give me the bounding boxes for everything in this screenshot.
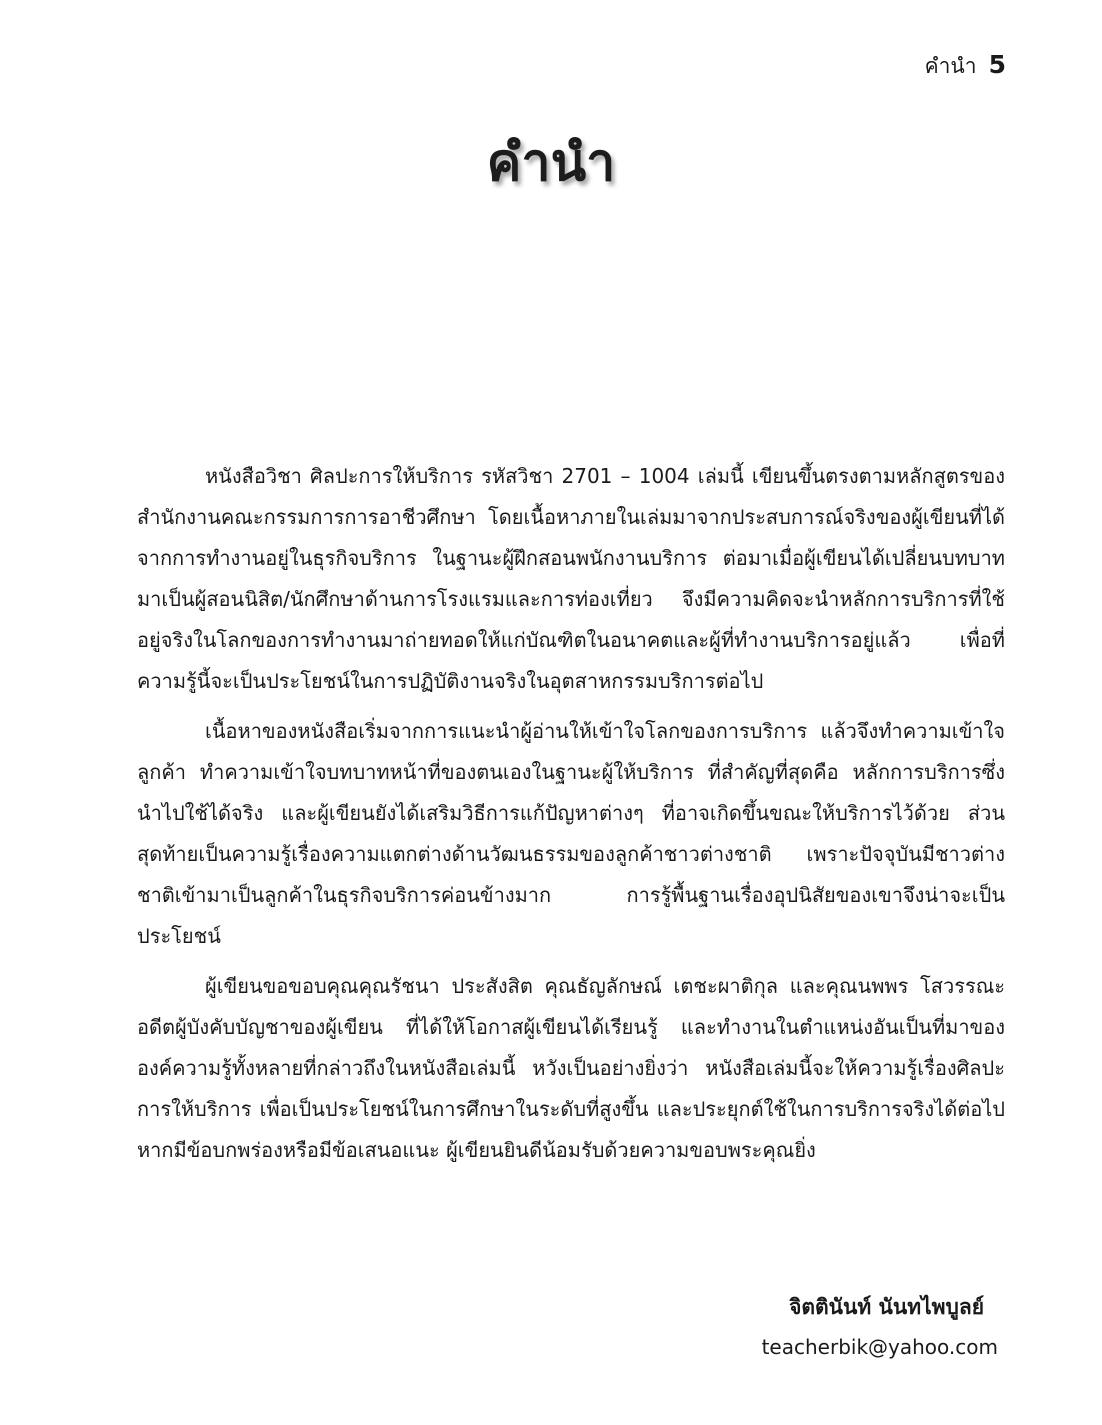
preface-body (137, 456, 1005, 1180)
page-title: คำนำ (486, 133, 616, 193)
signature-block (761, 1287, 998, 1367)
author-email: teacherbik@yahoo.com (761, 1335, 998, 1359)
author-name: จิตตินันท์ นันทไพบูลย์ (789, 1295, 984, 1319)
paragraph-2: เนื้อหาของหนังสือเริ่มจากการแนะนำผู้อ่านให้เข้าใจโลกของการบริการ แล้วจึงทำความเข้าใจลูกค้า ทำความเข้าใจบทบาทหน้าที่ของตนเองในฐานะผู้ให้บริการ ที่สำคัญที่สุดคือ หลักการบริการซึ่งนำไปใช้ได้จริง และผู้เขียนยังได้เสริมวิธีการแก้ปัญหาต่างๆ ที่อาจเกิดขึ้นขณะให้บริการไว้ด้วย ส่วนสุดท้ายเป็นความรู้เรื่องความแตกต่างด้านวัฒนธรรมของลูกค้าชาวต่างชาติ เพราะปัจจุบันมีชาวต่างชาติเข้ามาเป็นลูกค้าในธุรกิจบริการค่อนข้างมาก การรู้พื้นฐานเรื่องอุปนิสัยของเขาจึงน่าจะเป็นประโยชน์ (137, 719, 1005, 948)
paragraph-1: หนังสือวิชา ศิลปะการให้บริการ รหัสวิชา 2701 – 1004 เล่มนี้ เขียนขึ้นตรงตามหลักสูตรของสำนักงานคณะกรรมการการอาชีวศึกษา โดยเนื้อหาภายในเล่มมาจากประสบการณ์จริงของผู้เขียนที่ได้จากการทำงานอยู่ในธุรกิจบริการ ในฐานะผู้ฝึกสอนพนักงานบริการ ต่อมาเมื่อผู้เขียนได้เปลี่ยนบทบาทมาเป็นผู้สอนนิสิต/นักศึกษาด้านการโรงแรมและการท่องเที่ยว จึงมีความคิดจะนำหลักการบริการที่ใช้อยู่จริงในโลกของการทำงานมาถ่ายทอดให้แก่บัณฑิตในอนาคตและผู้ที่ทำงานบริการอยู่แล้ว เพื่อที่ความรู้นี้จะเป็นประโยชน์ในการปฏิบัติงานจริงในอุตสาหกรรมบริการต่อไป (137, 464, 1005, 693)
running-header-title: คำนำ (924, 54, 977, 78)
paragraph-3: ผู้เขียนขอขอบคุณคุณรัชนา ประสังสิต คุณธัญลักษณ์ เตชะผาติกุล และคุณนพพร โสวรรณะ อดีตผู้บังคับบัญชาของผู้เขียน ที่ได้ให้โอกาสผู้เขียนได้เรียนรู้ และทำงานในตำแหน่งอันเป็นที่มาขององค์ความรู้ทั้งหลายที่กล่าวถึงในหนังสือเล่มนี้ หวังเป็นอย่างยิ่งว่า หนังสือเล่มนี้จะให้ความรู้เรื่องศิลปะการให้บริการ เพื่อเป็นประโยชน์ในการศึกษาในระดับที่สูงขึ้น และประยุกต์ใช้ในการบริการจริงได้ต่อไป หากมีข้อบกพร่องหรือมีข้อเสนอแนะ ผู้เขียนยินดีน้อมรับด้วยความขอบพระคุณยิ่ง (137, 974, 1005, 1162)
running-header (925, 50, 1006, 83)
page-number: 5 (988, 50, 1006, 79)
